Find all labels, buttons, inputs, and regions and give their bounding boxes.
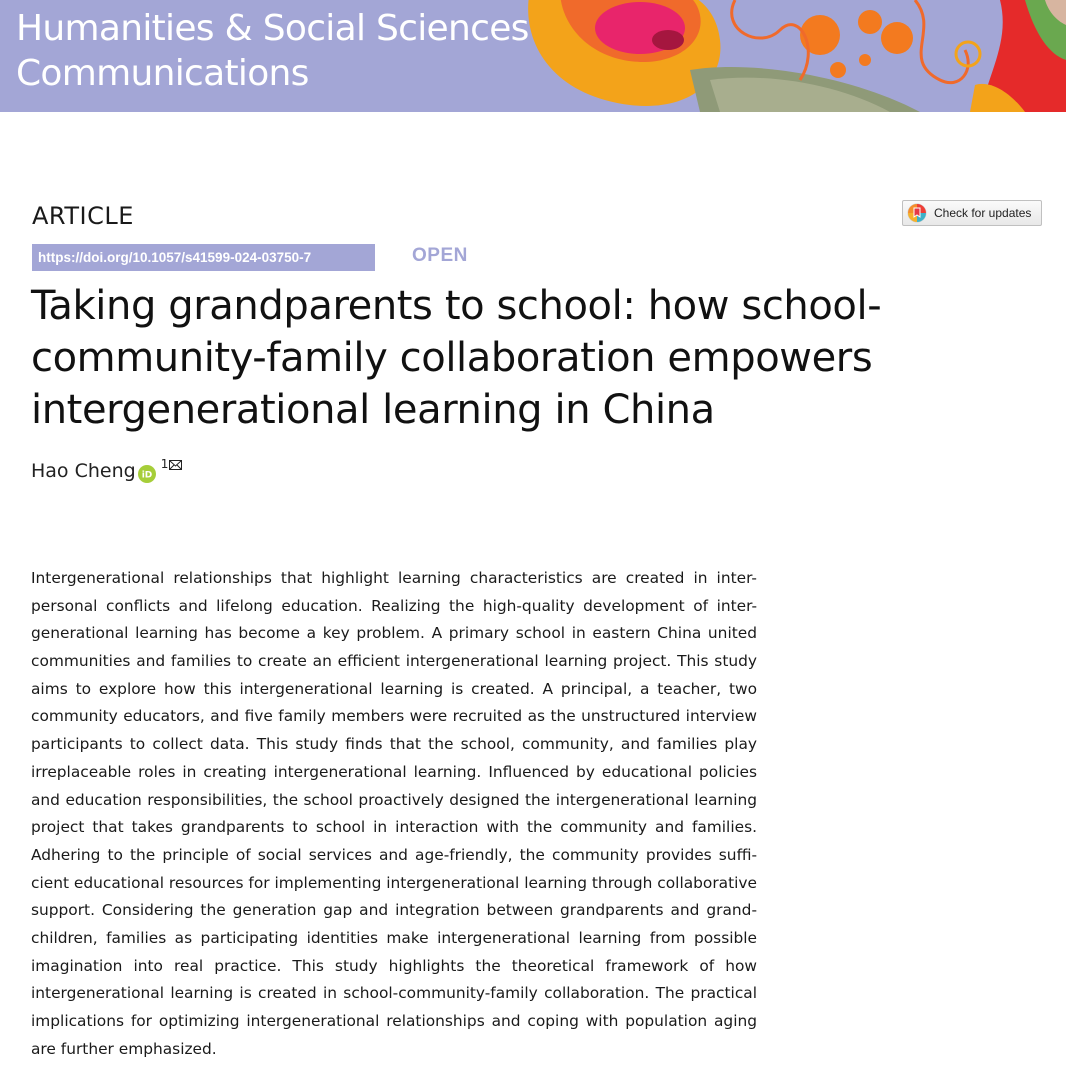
abstract: [31, 565, 757, 1063]
banner-artwork: [520, 0, 1066, 112]
abstract-line: intergenerational learning is created in school-community-family collaboration. The practical: [31, 984, 757, 1003]
doi-link[interactable]: https://doi.org/10.1057/s41599-024-03750-7: [32, 244, 375, 271]
abstract-line: cient educational resources for implementing intergenerational learning through collaborative: [31, 873, 757, 892]
abstract-line: are further emphasized.: [31, 1039, 217, 1058]
abstract-line: irreplaceable roles in creating intergenerational learning. Influenced by educational policies: [31, 762, 757, 781]
abstract-line: imagination into real practice. This study highlights the theoretical framework of how: [31, 956, 757, 975]
abstract-line: community educators, and five family members were recruited as the unstructured interview: [31, 707, 757, 726]
abstract-line: Intergenerational relationships that highlight learning characteristics are created in inter-: [31, 569, 757, 587]
journal-title-line-2: Communications: [16, 53, 309, 94]
title-line: Taking grandparents to school: how school-: [31, 283, 882, 329]
abstract-line: children, families as participating identities make intergenerational learning from possible: [31, 928, 757, 947]
title-line: community-family collaboration empowers: [31, 335, 873, 381]
author-line: [31, 457, 182, 483]
journal-banner: [0, 0, 1066, 112]
abstract-line: communities and families to create an efficient intergenerational learning project. This study: [31, 652, 757, 671]
journal-title[interactable]: [16, 6, 529, 96]
svg-text:iD: iD: [141, 470, 152, 481]
crossmark-icon: [907, 203, 927, 223]
author-name[interactable]: Hao Cheng: [31, 460, 136, 482]
journal-title-line-1: Humanities & Social Sciences: [16, 8, 529, 49]
envelope-icon[interactable]: [169, 460, 182, 470]
abstract-line: Adhering to the principle of social services and age-friendly, the community provides suffi-: [31, 845, 757, 864]
abstract-line: support. Considering the generation gap and integration between grandparents and grand-: [31, 901, 757, 920]
article-title: [31, 280, 991, 436]
abstract-line: project that takes grandparents to school in interaction with the community and families.: [31, 818, 757, 837]
open-access-badge: OPEN: [412, 245, 468, 266]
abstract-line: personal conflicts and lifelong education. Realizing the high-quality development of inter-: [31, 596, 757, 615]
affiliation-marker[interactable]: 1: [160, 457, 169, 471]
abstract-line: generational learning has become a key problem. A primary school in eastern China united: [31, 624, 757, 643]
abstract-line: aims to explore how this intergenerational learning is created. A principal, a teacher, two: [31, 679, 757, 698]
check-for-updates-button[interactable]: [902, 200, 1042, 226]
article-type: ARTICLE: [32, 202, 134, 230]
orcid-icon[interactable]: [138, 465, 156, 483]
abstract-line: participants to collect data. This study finds that the school, community, and families play: [31, 735, 757, 754]
check-for-updates-label: Check for updates: [934, 206, 1032, 220]
abstract-line: and education responsibilities, the school proactively designed the intergenerational learning: [31, 790, 757, 809]
abstract-line: implications for optimizing intergenerational relationships and coping with population aging: [31, 1012, 757, 1030]
title-line: intergenerational learning in China: [31, 387, 715, 433]
